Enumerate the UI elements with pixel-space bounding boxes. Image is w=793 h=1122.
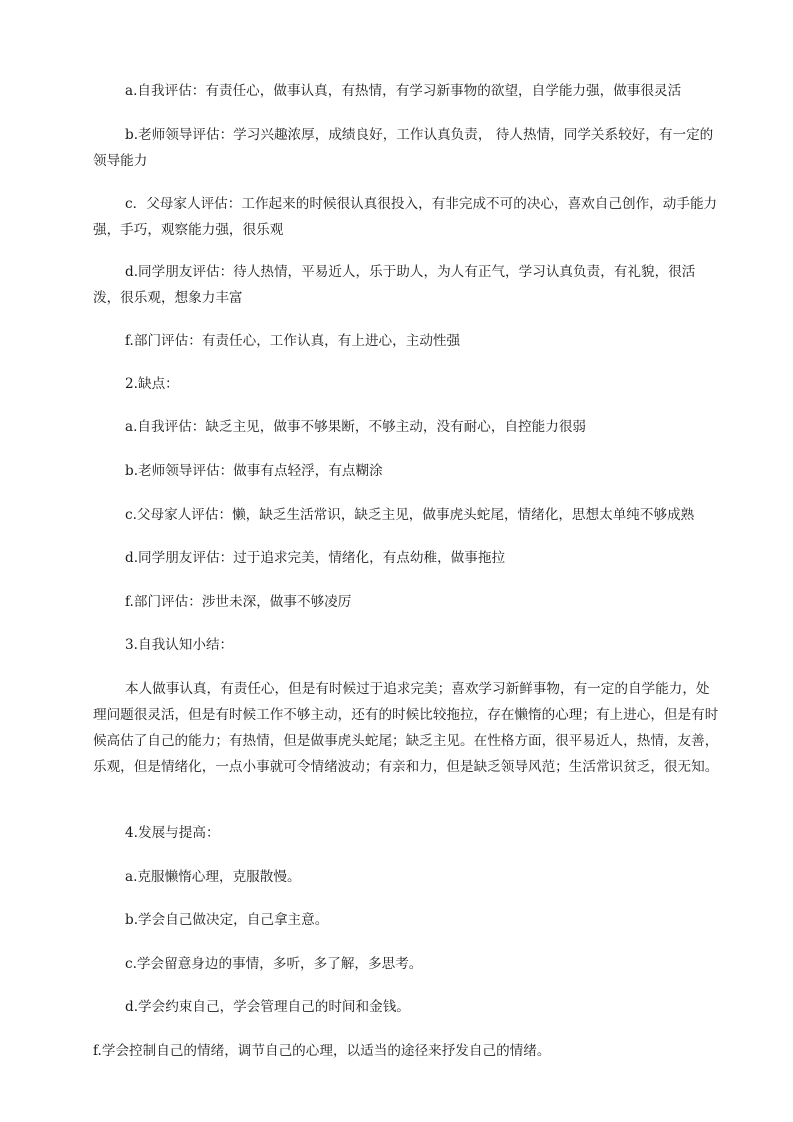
department-assessment-strengths: f.部门评估：有责任心，工作认真，有上进心，主动性强	[125, 333, 461, 349]
self-cognition-summary-body: 本人做事认真，有责任心，但是有时候过于追求完美；喜欢学习新鲜事物，有一定的自学能力，处理问题很灵活，但是有时候工作不够主动，还有的时候比较拖拉，存在懒惰的心理；有上进心，但是有时候高估了自己的能力；有热情，但是做事虎头蛇尾；缺乏主见。在性格方面，很平易近人，热情，友善，乐观，但是情绪化，一点小事就可令情绪波动；有亲和力，但是缺乏领导风范；生活常识贫乏，很无知。	[93, 681, 719, 775]
friend-assessment-weaknesses: d.同学朋友评估：过于追求完美，情绪化，有点幼稚，做事拖拉	[125, 550, 506, 566]
family-assessment-strengths: c．父母家人评估：工作起来的时候很认真很投入，有非完成不可的决心，喜欢自己创作，动手能力强，手巧，观察能力强，很乐观	[93, 196, 718, 238]
development-item-d: d.学会约束自己，学会管理自己的时间和金钱。	[125, 999, 410, 1015]
friend-assessment-strengths: d.同学朋友评估：待人热情，平易近人，乐于助人，为人有正气，学习认真负责，有礼貌，很活泼，很乐观，想象力丰富	[93, 264, 696, 306]
development-item-b: b.学会自己做决定，自己拿主意。	[125, 912, 329, 928]
family-assessment-weaknesses: c.父母家人评估：懒，缺乏生活常识，缺乏主见，做事虎头蛇尾，情绪化，思想太单纯不够成熟	[125, 507, 695, 523]
teacher-assessment-strengths: b.老师领导评估：学习兴趣浓厚，成绩良好，工作认真负责， 待人热情，同学关系较好，有一定的领导能力	[93, 127, 714, 169]
self-assessment-weaknesses: a.自我评估：缺乏主见，做事不够果断，不够主动，没有耐心，自控能力很弱	[125, 419, 587, 435]
teacher-assessment-weaknesses: b.老师领导评估：做事有点轻浮，有点糊涂	[125, 463, 383, 479]
self-assessment-strengths: a.自我评估：有责任心，做事认真，有热情，有学习新事物的欲望，自学能力强，做事很灵活	[125, 83, 682, 99]
weaknesses-heading: 2.缺点：	[125, 376, 179, 392]
development-item-a: a.克服懒惰心理，克服散慢。	[125, 869, 301, 885]
department-assessment-weaknesses: f.部门评估：涉世未深，做事不够凌厉	[125, 594, 352, 610]
development-item-f: f.学会控制自己的情绪，调节自己的心理，以适当的途径来抒发自己的情绪。	[93, 1043, 551, 1059]
self-cognition-summary-heading: 3.自我认知小结：	[125, 637, 234, 653]
development-item-c: c.学会留意身边的事情，多听，多了解，多思考。	[125, 956, 423, 972]
development-heading: 4.发展与提高：	[125, 825, 220, 841]
